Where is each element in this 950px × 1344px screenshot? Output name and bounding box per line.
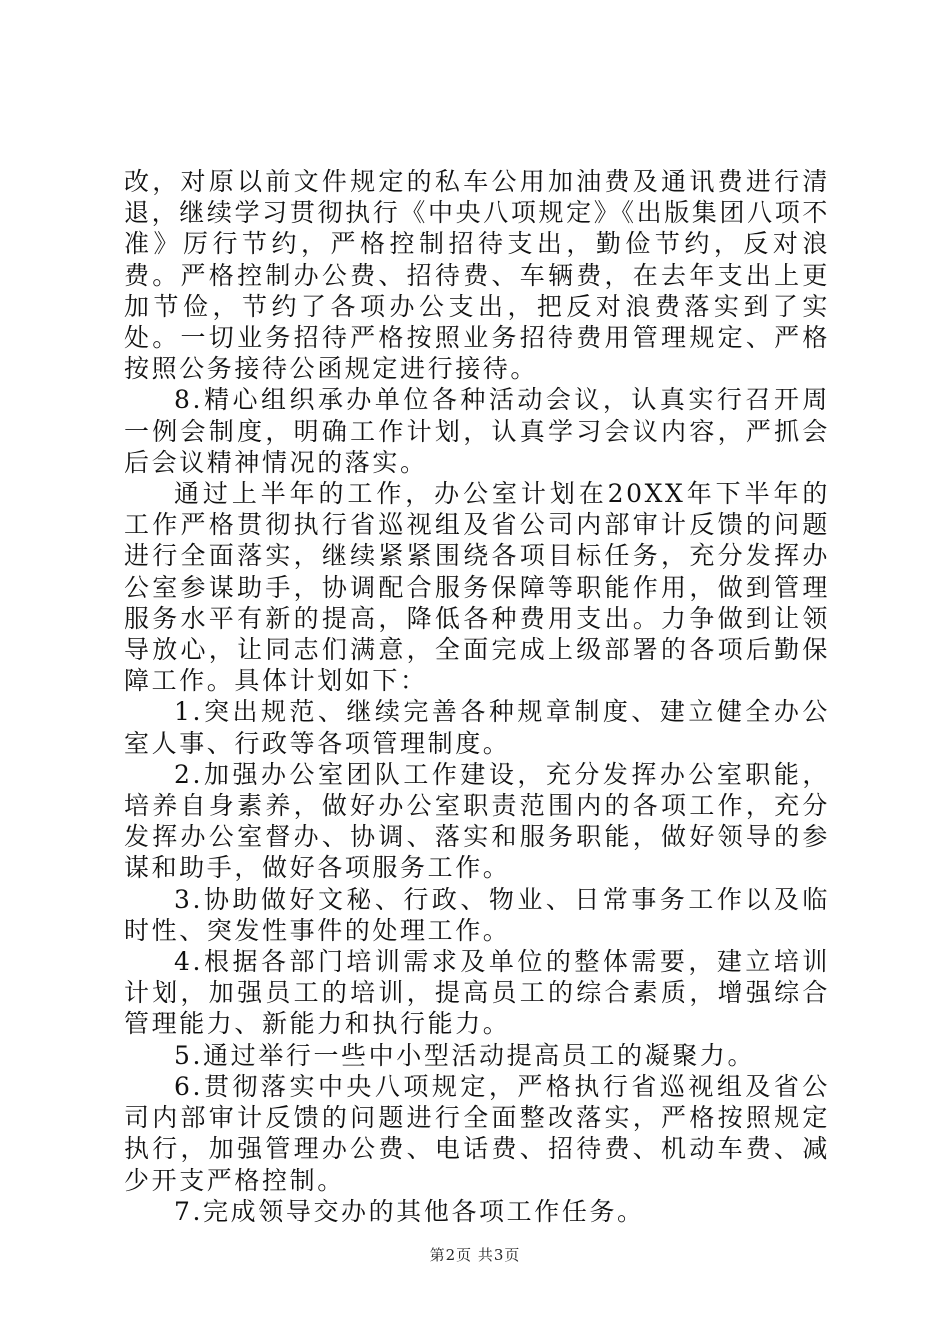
page-number-footer: 第2页 共3页: [429, 1246, 521, 1264]
paragraph-plan-2: 2.加强办公室团队工作建设，充分发挥办公室职能，培养自身素养，做好办公室职责范围内的各项工作，充分发挥办公室督办、协调、落实和服务职能，做好领导的参谋和助手，做好各项服务工作。: [124, 759, 830, 883]
paragraph-item-8: 8.精心组织承办单位各种活动会议，认真实行召开周一例会制度，明确工作计划，认真学习会议内容，严抓会后会议精神情况的落实。: [124, 385, 830, 477]
paragraph-plan-4: 4.根据各部门培训需求及单位的整体需要，建立培训计划，加强员工的培训，提高员工的综合素质，增强综合管理能力、新能力和执行能力。: [124, 947, 830, 1039]
paragraph-plan-3: 3.协助做好文秘、行政、物业、日常事务工作以及临时性、突发性事件的处理工作。: [124, 884, 830, 945]
paragraph-plan-6: 6.贯彻落实中央八项规定，严格执行省巡视组及省公司内部审计反馈的问题进行全面整改落实，严格按照规定执行，加强管理办公费、电话费、招待费、机动车费、减少开支严格控制。: [124, 1071, 830, 1195]
paragraph-continuation: 改，对原以前文件规定的私车公用加油费及通讯费进行清退，继续学习贯彻执行《中央八项规定》《出版集团八项不准》厉行节约，严格控制招待支出，勤俭节约，反对浪费。严格控制办公费、招待费、车辆费，在去年支出上更加节俭，节约了各项办公支出，把反对浪费落实到了实处。一切业务招待严格按照业务招待费用管理规定、严格按照公务接待公函规定进行接待。: [124, 167, 830, 384]
paragraph-plan-1: 1.突出规范、继续完善各种规章制度、建立健全办公室人事、行政等各项管理制度。: [124, 697, 830, 758]
paragraph-plan-5: 5.通过举行一些中小型活动提高员工的凝聚力。: [174, 1040, 756, 1070]
paragraph-plan-intro: 通过上半年的工作，办公室计划在20XX年下半年的工作严格贯彻执行省巡视组及省公司内部审计反馈的问题进行全面落实，继续紧紧围绕各项目标任务，充分发挥办公室参谋助手，协调配合服务保障等职能作用，做到管理服务水平有新的提高，降低各种费用支出。力争做到让领导放心，让同志们满意，全面完成上级部署的各项后勤保障工作。具体计划如下：: [124, 479, 830, 696]
document-body: [124, 166, 830, 1227]
paragraph-plan-7: 7.完成领导交办的其他各项工作任务。: [174, 1196, 645, 1226]
